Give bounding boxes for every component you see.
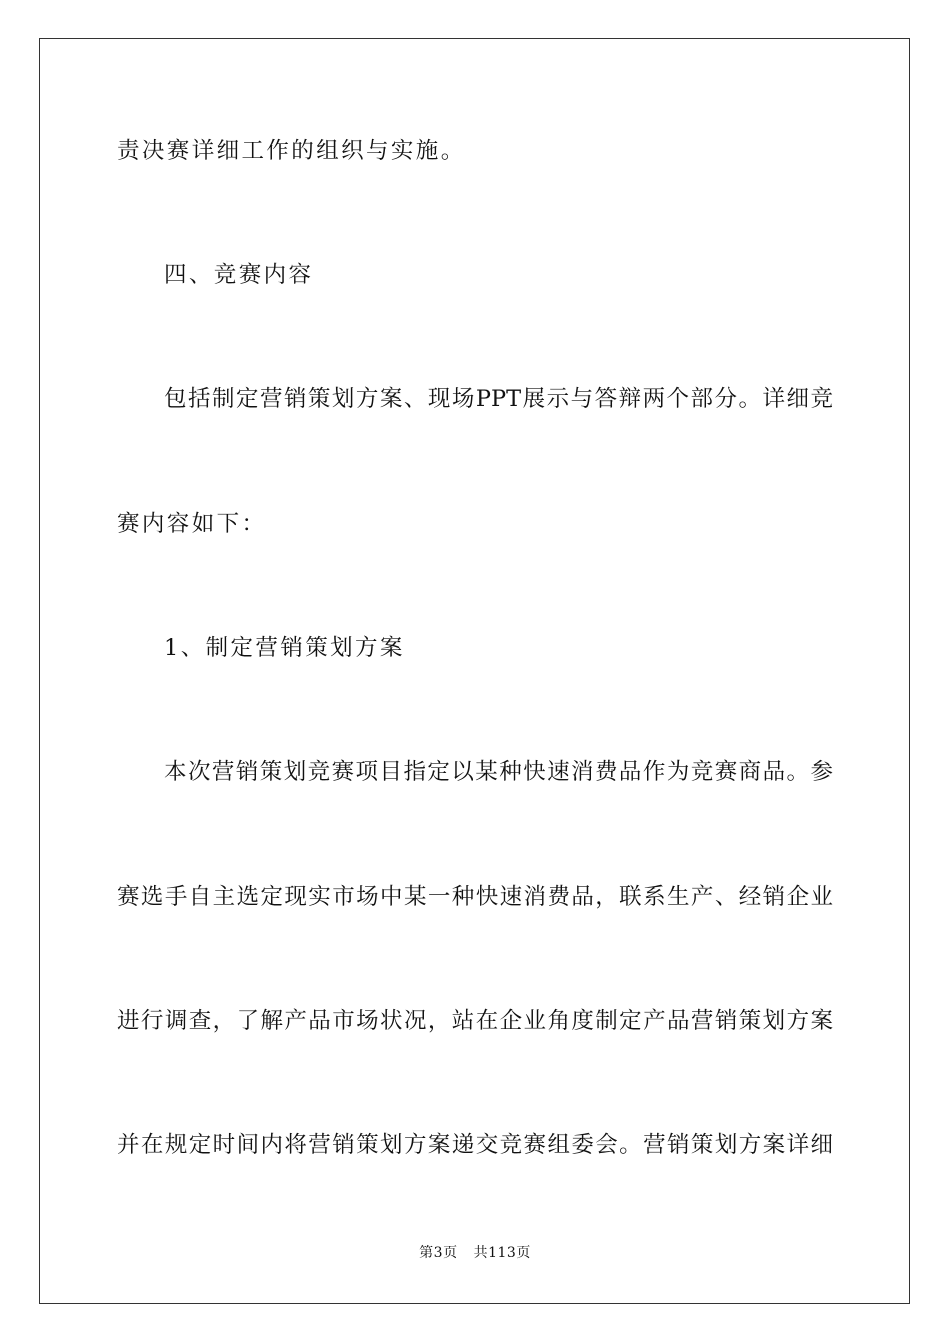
paragraph-line: 并在规定时间内将营销策划方案递交竞赛组委会。营销策划方案详细 bbox=[117, 1132, 833, 1158]
paragraph-line: 责决赛详细工作的组织与实施。 bbox=[117, 138, 466, 164]
paragraph-line: 本次营销策划竞赛项目指定以某种快速消费品作为竞赛商品。参 bbox=[164, 759, 833, 785]
paragraph-line: 进行调查，了解产品市场状况，站在企业角度制定产品营销策划方案 bbox=[117, 1008, 833, 1034]
page-number: 第3页 bbox=[419, 1245, 458, 1261]
subsection-heading: 1、制定营销策划方案 bbox=[164, 635, 405, 661]
page-footer bbox=[0, 1244, 950, 1262]
page-border bbox=[39, 38, 910, 1304]
paragraph-line: 包括制定营销策划方案、现场PPT展示与答辩两个部分。详细竞 bbox=[164, 386, 833, 412]
total-pages: 共113页 bbox=[473, 1245, 531, 1261]
paragraph-line: 赛内容如下： bbox=[117, 511, 267, 537]
paragraph-line: 赛选手自主选定现实市场中某一种快速消费品，联系生产、经销企业 bbox=[117, 884, 833, 910]
section-heading: 四、竞赛内容 bbox=[164, 262, 314, 288]
